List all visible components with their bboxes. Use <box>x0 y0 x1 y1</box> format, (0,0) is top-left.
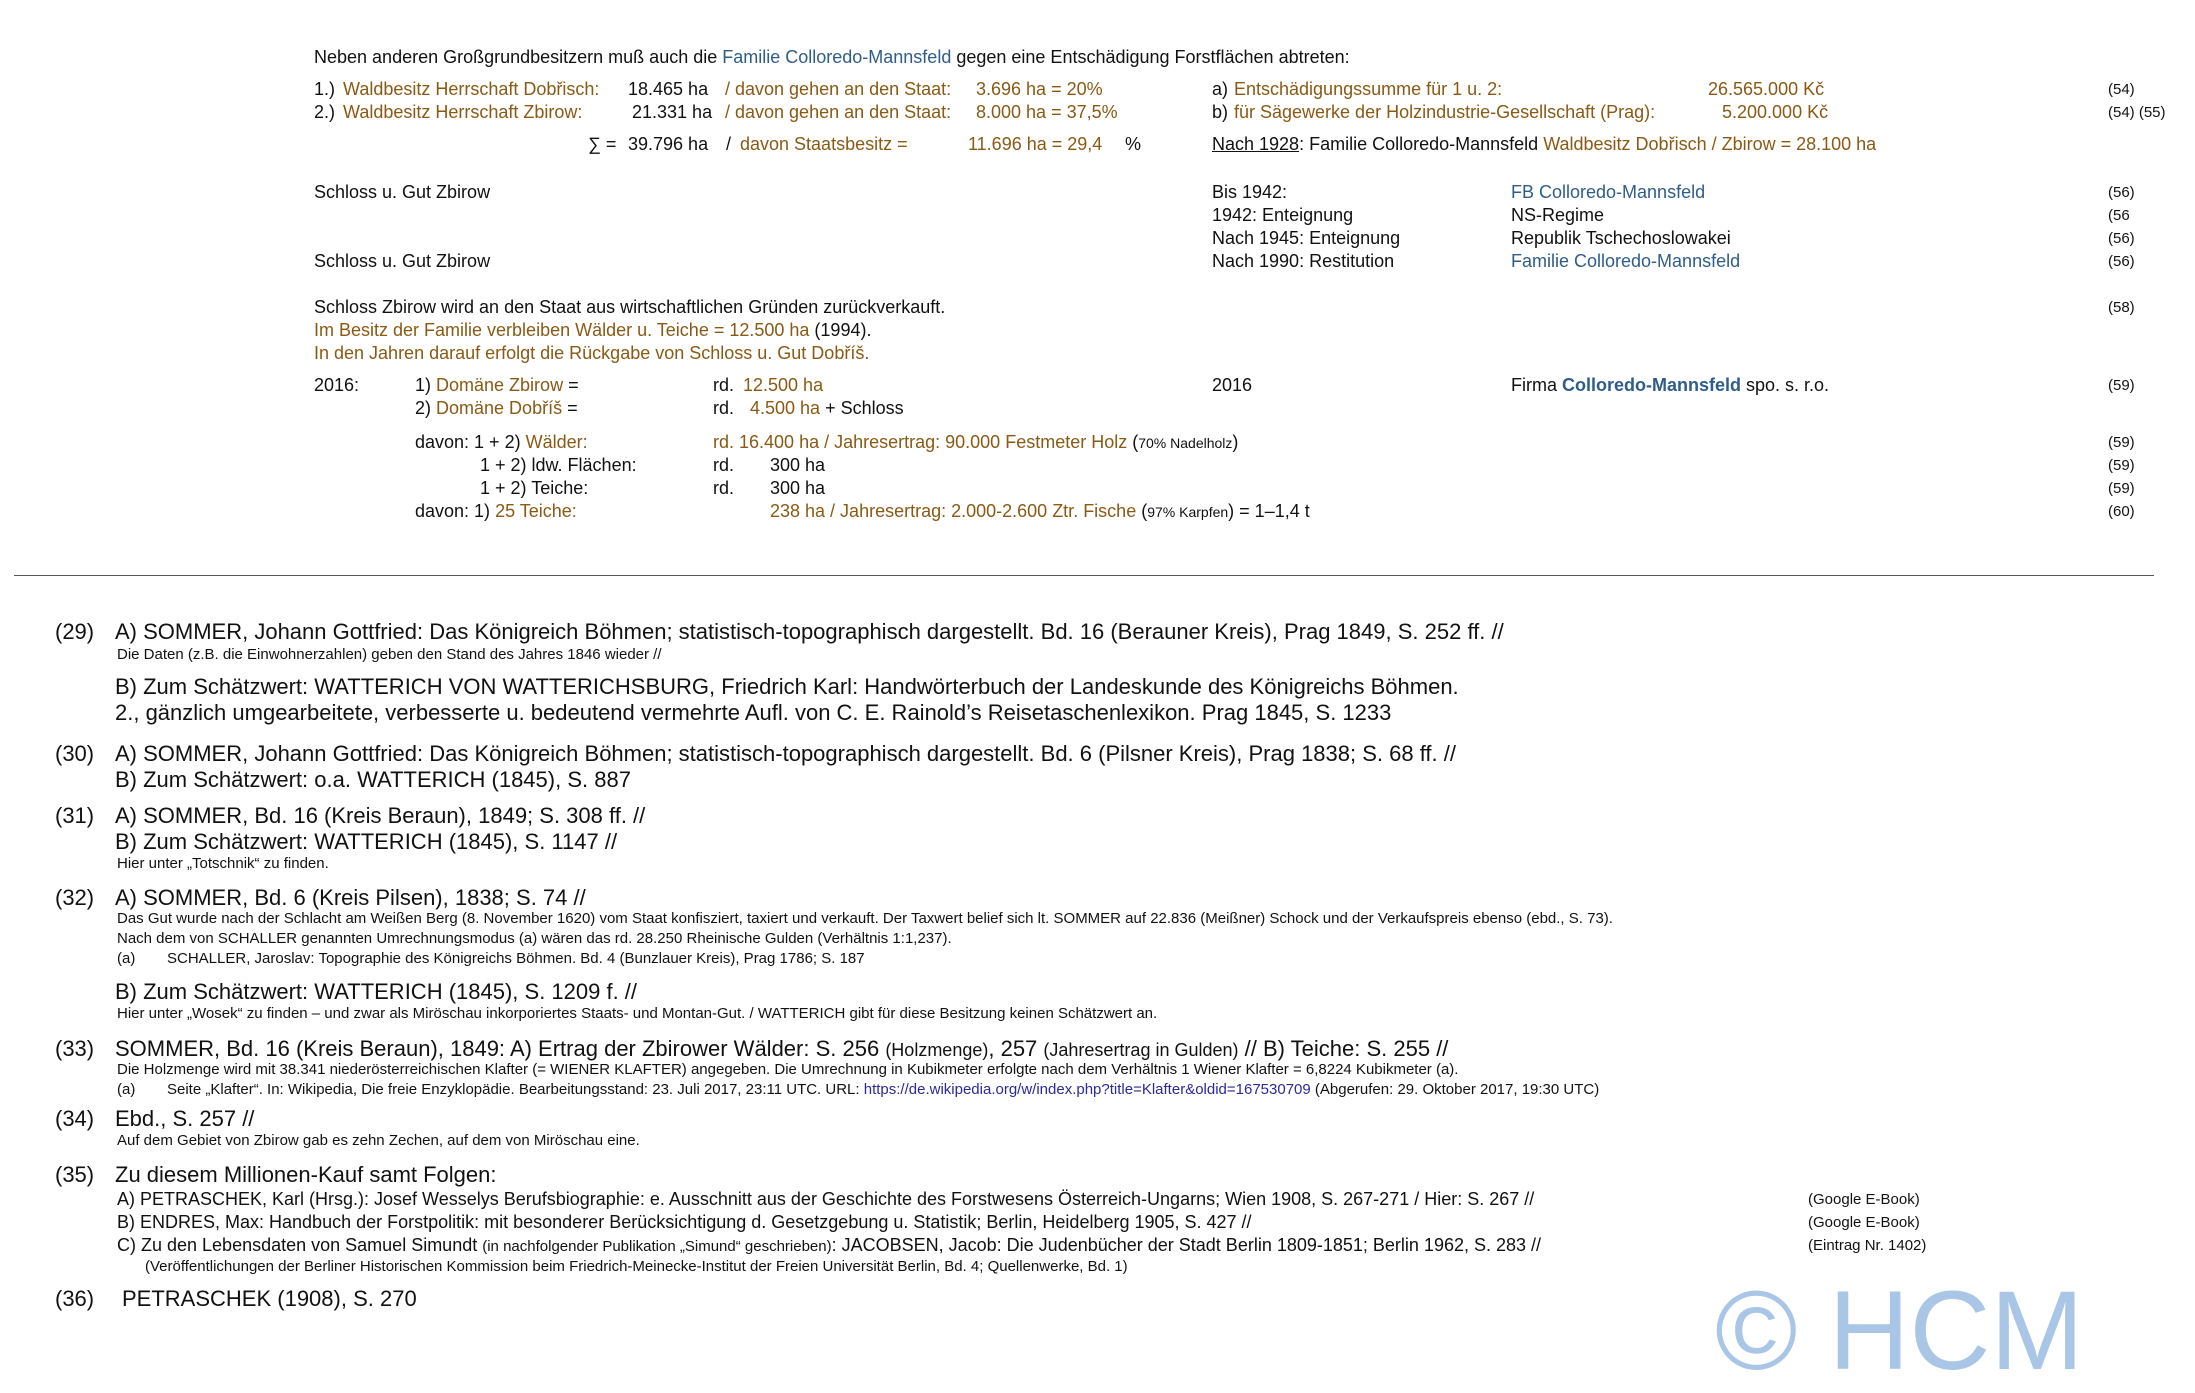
teiche-25-value: 238 ha / Jahresertrag: 2.000-2.600 Ztr. Fische (97% Karpfen) = 1–1,4 t <box>770 501 1310 521</box>
note-35-d: C) Zu den Lebensdaten von Samuel Simundt (in nachfolgender Publikation „Simund“ geschrieben): JACOBSEN, Jacob: Die Judenbücher der Stadt Berlin 1809-1851; Berlin 1962, S. 283 // <box>117 1235 1542 1255</box>
domaene-dobris-rd: rd. <box>713 398 735 418</box>
history-who-3: Republik Tschechoslowakei <box>1511 228 1731 248</box>
row2-area: 21.331 ha <box>632 102 713 122</box>
note-35-number: (35) <box>55 1162 95 1187</box>
ref-60: (60) <box>2108 503 2135 520</box>
note-29-number: (29) <box>55 619 95 644</box>
note-32-e: B) Zum Schätzwert: WATTERICH (1845), S. 1209 f. // <box>115 979 638 1004</box>
ldw-flaechen-label: 1 + 2) ldw. Flächen: <box>480 455 637 475</box>
footnote-divider <box>14 575 2154 576</box>
domaene-zbirow-rd: rd. <box>713 375 735 395</box>
note-31-c: Hier unter „Totschnik“ zu finden. <box>117 855 329 872</box>
domaene-dobris: 2) Domäne Dobříš = <box>415 398 578 418</box>
history-when-3: Nach 1945: Enteignung <box>1212 228 1401 248</box>
note-34-a: Ebd., S. 257 // <box>115 1106 255 1131</box>
wikipedia-link[interactable]: https://de.wikipedia.org/w/index.php?title=Klafter&oldid=167530709 <box>863 1081 1311 1098</box>
note-31-b: B) Zum Schätzwert: WATTERICH (1845), S. 1147 // <box>115 829 618 854</box>
note-33-number: (33) <box>55 1036 95 1061</box>
row2-num: 2.) <box>314 102 336 122</box>
hcm-copyright-watermark: © HCM <box>1715 1268 2084 1393</box>
domaene-zbirow-value: 12.500 ha <box>743 375 824 395</box>
note-31-a: A) SOMMER, Bd. 16 (Kreis Beraun), 1849; S. 308 ff. // <box>115 803 646 828</box>
note-34-number: (34) <box>55 1106 95 1131</box>
note-32-number: (32) <box>55 885 95 910</box>
note-29-a-detail: Die Daten (z.B. die Einwohnerzahlen) geben den Stand des Jahres 1846 wieder // <box>117 646 662 663</box>
ref-58: (58) <box>2108 299 2135 316</box>
note-35-e: (Veröffentlichungen der Berliner Historischen Kommission beim Friedrich-Meinecke-Institut der Freien Universität Berlin, Bd. 4; Quellenwerke, Bd. 1) <box>145 1258 1128 1275</box>
teiche-25-label: davon: 1) 25 Teiche: <box>415 501 577 521</box>
firm-name: Firma Colloredo-Mannsfeld spo. s. r.o. <box>1511 375 1830 395</box>
note-29-b2: 2., gänzlich umgearbeitete, verbesserte u. bedeutend vermehrte Aufl. von C. E. Rainold’s Reisetaschenlexikon. Prag 1845, S. 1233 <box>115 700 1392 725</box>
sum-percent: % <box>1125 134 1142 154</box>
note-32-d: SCHALLER, Jaroslav: Topographie des Königreichs Böhmen. Bd. 4 (Bunzlauer Kreis), Prag 1786; S. 187 <box>167 950 865 967</box>
zbirow-sale-line: Schloss Zbirow wird an den Staat aus wirtschaftlichen Gründen zurückverkauft. <box>314 297 946 317</box>
note-33-b: Die Holzmenge wird mit 38.341 niederösterreichischen Klafter (= WIENER KLAFTER) angegeben. Die Umrechnung in Kubikmeter erfolgte nach dem Verhältnis 1 Wiener Klafter = 6,8224 Kubikmeter (a). <box>117 1061 1459 1078</box>
history-who-4: Familie Colloredo-Mannsfeld <box>1511 251 1741 271</box>
note-30-a: A) SOMMER, Johann Gottfried: Das Königreich Böhmen; statistisch-topographisch dargestellt. Bd. 6 (Pilsner Kreis), Prag 1838; S. 68 ff. // <box>115 741 1456 766</box>
row-b-label: für Sägewerke der Holzindustrie-Gesellschaft (Prag): <box>1234 102 1656 122</box>
note-31-number: (31) <box>55 803 95 828</box>
note-35-a: Zu diesem Millionen-Kauf samt Folgen: <box>115 1162 497 1187</box>
ref-54: (54) <box>2108 81 2135 98</box>
history-when-2: 1942: Enteignung <box>1212 205 1354 225</box>
dobris-return-line: In den Jahren darauf erfolgt die Rückgabe von Schloss u. Gut Dobříš. <box>314 343 870 363</box>
domaene-zbirow: 1) Domäne Zbirow = <box>415 375 579 395</box>
row1-staat: / davon gehen an den Staat: <box>725 79 952 99</box>
note-35-b: A) PETRASCHEK, Karl (Hrsg.): Josef Wesselys Berufsbiographie: e. Ausschnitt aus der Geschichte des Forstwesens Österreich-Ungarns; Wien 1908, S. 267-271 / Hier: S. 267 // <box>117 1189 1535 1209</box>
ref-59-ldw: (59) <box>2108 457 2135 474</box>
history-who-1: FB Colloredo-Mannsfeld <box>1511 182 1706 202</box>
year-2016-label: 2016: <box>314 375 360 395</box>
note-32-f: Hier unter „Wosek“ zu finden – und zwar als Miröschau inkorporiertes Staats- und Montan-Gut. / WATTERICH gibt für diese Besitzung keinen Schätzwert an. <box>117 1005 1158 1022</box>
note-29-b1: B) Zum Schätzwert: WATTERICH VON WATTERICHSBURG, Friedrich Karl: Handwörterbuch der Landeskunde des Königreichs Böhmen. <box>115 674 1459 699</box>
firm-year: 2016 <box>1212 375 1253 395</box>
row2-staat: / davon gehen an den Staat: <box>725 102 952 122</box>
history-ref-1: (56) <box>2108 184 2135 201</box>
row-b-value: 5.200.000 Kč <box>1722 102 1829 122</box>
note-36-number: (36) <box>55 1286 95 1311</box>
note-30-number: (30) <box>55 741 95 766</box>
history-ref-2: (56 <box>2108 207 2130 224</box>
row1-staat-value: 3.696 ha = 20% <box>976 79 1103 99</box>
note-32-c: Nach dem von SCHALLER genannten Umrechnungsmodus (a) wären das rd. 28.250 Rheinische Gulden (Verhältnis 1:1,237). <box>117 930 952 947</box>
row-a-letter: a) <box>1212 79 1229 99</box>
ref-54-55: (54) (55) <box>2108 104 2166 121</box>
note-35-c-source: (Google E-Book) <box>1808 1214 1920 1231</box>
ref-59-teiche: (59) <box>2108 480 2135 497</box>
row-b-letter: b) <box>1212 102 1229 122</box>
ldw-flaechen-value: 300 ha <box>770 455 826 475</box>
note-35-b-source: (Google E-Book) <box>1808 1191 1920 1208</box>
note-33-c: Seite „Klafter“. In: Wikipedia, Die freie Enzyklopädie. Bearbeitungsstand: 23. Juli 2017, 23:11 UTC. URL: https://de.wikipedia.org/w/index.php?title=Klafter&oldid=167530709 (Abgerufen: 29. Oktober 2017, 19:30 UTC) <box>167 1081 1600 1098</box>
note-34-b: Auf dem Gebiet von Zbirow gab es zehn Zechen, auf dem von Miröschau eine. <box>117 1132 640 1149</box>
row2-staat-value: 8.000 ha = 37,5% <box>976 102 1118 122</box>
note-36-a: PETRASCHEK (1908), S. 270 <box>122 1286 417 1311</box>
row-a-value: 26.565.000 Kč <box>1708 79 1825 99</box>
history-ref-4: (56) <box>2108 253 2135 270</box>
family-retains-line: Im Besitz der Familie verbleiben Wälder u. Teiche = 12.500 ha (1994). <box>314 320 872 340</box>
sum-slash: / <box>726 134 732 154</box>
row2-label: Waldbesitz Herrschaft Zbirow: <box>343 102 583 122</box>
note-29-a: A) SOMMER, Johann Gottfried: Das Königreich Böhmen; statistisch-topographisch dargestellt. Bd. 16 (Berauner Kreis), Prag 1849, S. 252 ff. // <box>115 619 1504 644</box>
history-when-1: Bis 1942: <box>1212 182 1288 202</box>
note-32-d-label: (a) <box>117 950 136 967</box>
schloss-zbirow-1: Schloss u. Gut Zbirow <box>314 182 491 202</box>
history-when-4: Nach 1990: Restitution <box>1212 251 1395 271</box>
row1-area: 18.465 ha <box>628 79 709 99</box>
domaene-dobris-value: 4.500 ha + Schloss <box>750 398 904 418</box>
sum-area: 39.796 ha <box>628 134 709 154</box>
history-who-2: NS-Regime <box>1511 205 1605 225</box>
waelder-label: davon: 1 + 2) Wälder: <box>415 432 588 452</box>
teiche-rd: rd. <box>713 478 735 498</box>
teiche-label: 1 + 2) Teiche: <box>480 478 589 498</box>
sum-label: davon Staatsbesitz = <box>740 134 908 154</box>
sum-value: 11.696 ha = 29,4 <box>968 134 1103 154</box>
schloss-zbirow-2: Schloss u. Gut Zbirow <box>314 251 491 271</box>
ldw-flaechen-rd: rd. <box>713 455 735 475</box>
note-35-d-source: (Eintrag Nr. 1402) <box>1808 1237 1927 1254</box>
row-a-label: Entschädigungssumme für 1 u. 2: <box>1234 79 1503 99</box>
note-32-b: Das Gut wurde nach der Schlacht am Weißen Berg (8. November 1620) vom Staat konfisziert, taxiert und verkauft. Der Taxwert belief sich lt. SOMMER auf 22.836 (Meißner) Schock und der Verkaufspreis ebenso (ebd., S. 73). <box>117 910 1613 927</box>
intro-line: Neben anderen Großgrundbesitzern muß auch die Familie Colloredo-Mannsfeld gegen eine Entschädigung Forstflächen abtreten: <box>314 47 1350 67</box>
teiche-value: 300 ha <box>770 478 826 498</box>
history-ref-3: (56) <box>2108 230 2135 247</box>
sum-symbol: ∑ = <box>588 134 617 154</box>
note-32-a: A) SOMMER, Bd. 6 (Kreis Pilsen), 1838; S. 74 // <box>115 885 586 910</box>
nach-1928-line: Nach 1928: Familie Colloredo-Mannsfeld Waldbesitz Dobřisch / Zbirow = 28.100 ha <box>1212 134 1877 154</box>
row1-label: Waldbesitz Herrschaft Dobřisch: <box>343 79 600 99</box>
ref-59-firm: (59) <box>2108 377 2135 394</box>
note-30-b: B) Zum Schätzwert: o.a. WATTERICH (1845), S. 887 <box>115 767 631 792</box>
ref-59-waelder: (59) <box>2108 434 2135 451</box>
note-35-c: B) ENDRES, Max: Handbuch der Forstpolitik: mit besonderer Berücksichtigung d. Gesetzgebung u. Statistik; Berlin, Heidelberg 1905, S. 427 // <box>117 1212 1252 1232</box>
note-33-c-label: (a) <box>117 1081 136 1098</box>
row1-num: 1.) <box>314 79 336 99</box>
waelder-value: rd. 16.400 ha / Jahresertrag: 90.000 Festmeter Holz (70% Nadelholz) <box>713 432 1239 452</box>
note-33-a: SOMMER, Bd. 16 (Kreis Beraun), 1849: A) Ertrag der Zbirower Wälder: S. 256 (Holzmenge), 257 (Jahresertrag in Gulden) // B) Teiche: S. 255 // <box>115 1036 1449 1061</box>
